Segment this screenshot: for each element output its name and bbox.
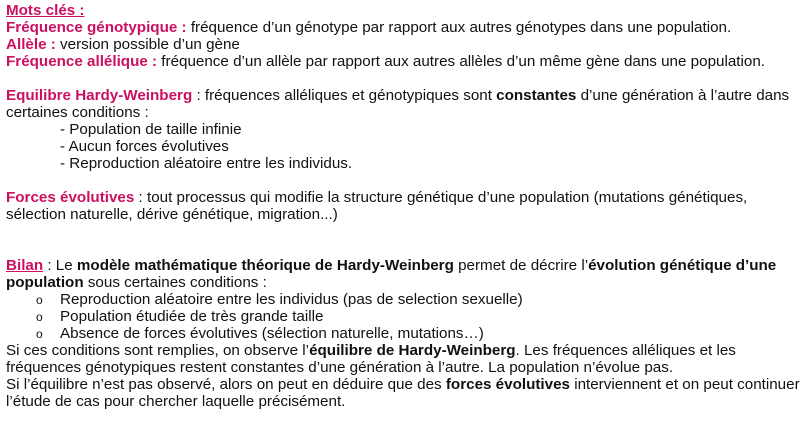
bilan-bullet-item (36, 291, 523, 309)
bilan-bullet-text: Reproduction aléatoire entre les individus (pas de selection sexuelle) (60, 291, 523, 308)
genotype-frequency-def: fréquence d’un génotype par rapport aux autres génotypes dans une population. (186, 19, 732, 36)
hw-definition-line-1 (6, 87, 789, 104)
hw-def-line2: certaines conditions : (6, 104, 149, 121)
bilan-paragraph-line-4: l’étude de cas pour chercher laquelle précisément. (6, 393, 346, 410)
bilan-paragraph-line-2: fréquences génotypiques restent constantes d’une génération à l’autre. La population n’évolue pas. (6, 359, 674, 376)
bilan-text-1: : Le (43, 257, 77, 274)
genotype-frequency-line (6, 19, 731, 36)
hw-term: Equilibre Hardy-Weinberg (6, 87, 193, 104)
keywords-title-line (6, 2, 85, 19)
bilan-bullet-item (36, 325, 484, 343)
bilan-p3-bold: forces évolutives (445, 376, 570, 393)
bilan-p3-a: Si l’équilibre n’est pas observé, alors on peut en déduire que des (6, 376, 446, 393)
allele-frequency-term: Fréquence allélique : (6, 53, 158, 70)
bilan-text-3: sous certaines conditions : (83, 274, 267, 291)
bilan-text-2: permet de décrire l’ (453, 257, 589, 274)
bullet-circle-icon: o (36, 310, 43, 324)
hw-def-bold: constantes (496, 87, 577, 104)
bilan-p1-bold: équilibre de Hardy-Weinberg (309, 342, 516, 359)
allele-frequency-def: fréquence d’un allèle par rapport aux autres allèles d’un même gène dans une population. (157, 53, 765, 70)
bilan-line-1 (6, 257, 776, 274)
forces-term: Forces évolutives (6, 189, 135, 206)
bilan-paragraph-line-1 (6, 342, 736, 359)
allele-frequency-line (6, 53, 765, 70)
forces-definition-line-1 (6, 189, 747, 206)
forces-definition-line-2 (6, 206, 338, 223)
forces-def-line1: : tout processus qui modifie la structure génétique d’une population (mutations génétiques, (134, 189, 748, 206)
forces-def-line2: sélection naturelle, dérive génétique, migration...) (6, 206, 338, 223)
hw-condition-item: - Aucun forces évolutives (60, 138, 229, 155)
bilan-line-2 (6, 274, 267, 291)
bilan-p3-b: interviennent et on peut continuer (569, 376, 800, 393)
allele-line (6, 36, 240, 53)
bilan-term: Bilan (6, 257, 44, 274)
bilan-paragraph-line-3 (6, 376, 800, 393)
hw-def-b: d’une génération à l’autre dans (576, 87, 790, 104)
genotype-frequency-term: Fréquence génotypique : (6, 19, 187, 36)
bullet-circle-icon: o (36, 327, 43, 341)
bilan-bullet-item (36, 308, 323, 326)
hw-condition-item: - Population de taille infinie (60, 121, 242, 138)
keywords-title: Mots clés : (6, 2, 85, 19)
bilan-bold-2: évolution génétique d’une (588, 257, 777, 274)
bilan-bold-1: modèle mathématique théorique de Hardy-Weinberg (76, 257, 454, 274)
hw-condition-item: - Reproduction aléatoire entre les individus. (60, 155, 353, 172)
bullet-circle-icon: o (36, 293, 43, 307)
hw-def-a: : fréquences alléliques et génotypiques sont (192, 87, 497, 104)
allele-term: Allèle : (6, 36, 56, 53)
bilan-bullet-text: Absence de forces évolutives (sélection naturelle, mutations…) (60, 325, 484, 342)
allele-def: version possible d’un gène (55, 36, 240, 53)
hw-definition-line-2 (6, 104, 149, 121)
bilan-bullet-text: Population étudiée de très grande taille (60, 308, 324, 325)
bilan-p1-b: . Les fréquences alléliques et les (515, 342, 736, 359)
bilan-bold-3: population (6, 274, 84, 291)
bilan-p1-a: Si ces conditions sont remplies, on observe l’ (6, 342, 310, 359)
